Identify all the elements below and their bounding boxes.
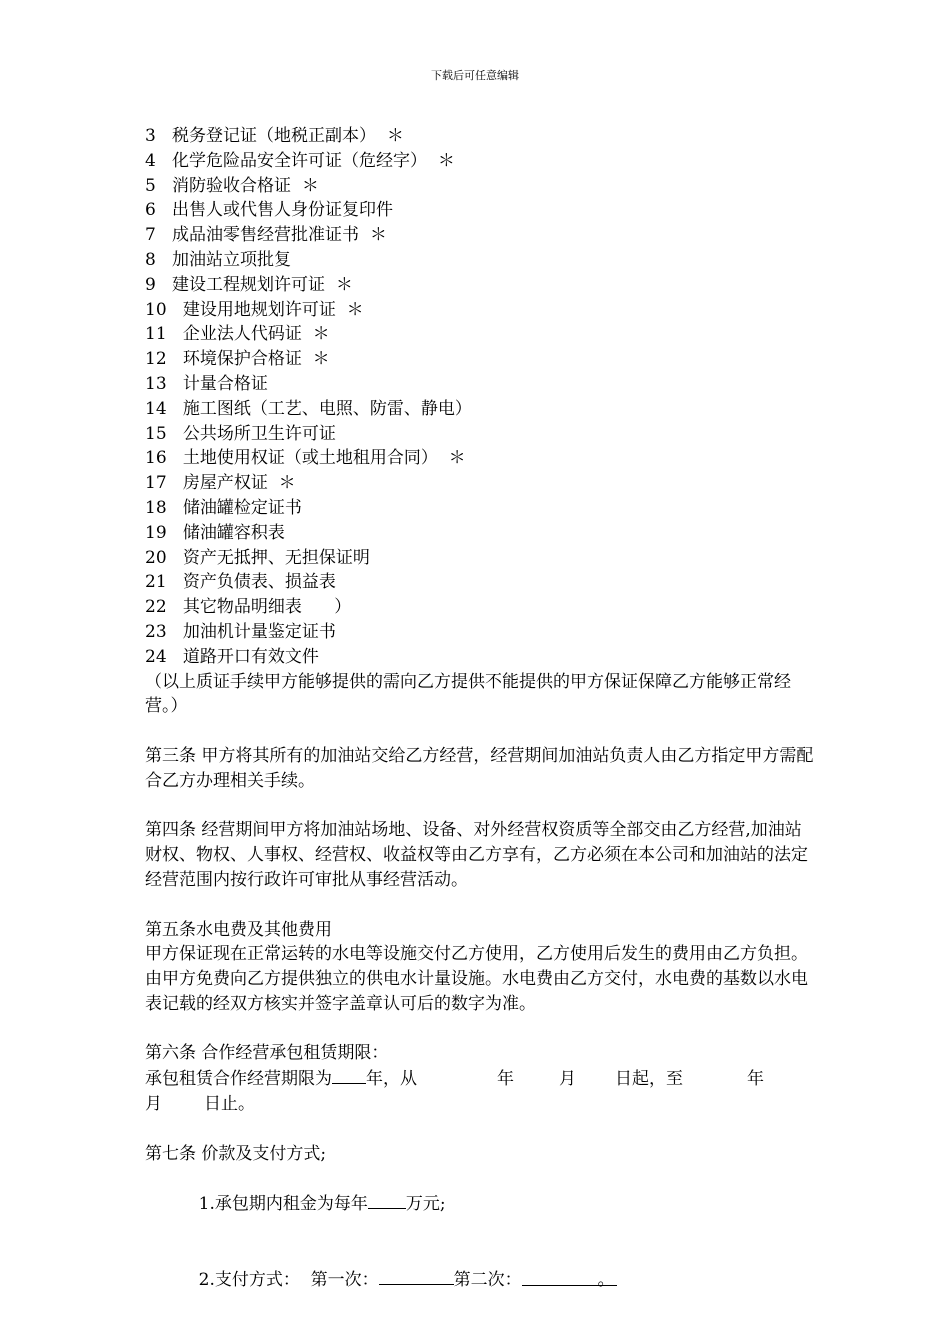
list-item: 24 道路开口有效文件	[145, 646, 319, 667]
list-item: 12 环境保护合格证 ＊	[145, 349, 330, 370]
list-item: 5 消防验收合格证 ＊	[145, 175, 319, 196]
article-7-title: 第七条 价款及支付方式;	[145, 1143, 327, 1164]
list-item: 22 其它物品明细表 ）	[145, 597, 352, 618]
list-item: 18 储油罐检定证书	[145, 497, 302, 518]
list-item: 16 土地使用权证（或土地租用合同） ＊	[145, 448, 466, 469]
term-prefix: 承包租赁合作经营期限为	[145, 1069, 332, 1090]
payment-end: 。	[597, 1269, 615, 1290]
start-year-label: 年	[497, 1069, 514, 1090]
list-item: 7 成品油零售经营批准证书 ＊	[145, 225, 387, 246]
start-day-label: 日起，至	[615, 1069, 683, 1090]
rent-suffix: 万元;	[405, 1194, 446, 1215]
rent-prefix: 1.承包期内租金为每年	[198, 1194, 368, 1215]
article-5-title: 第五条水电费及其他费用	[145, 919, 332, 940]
list-item: 23 加油机计量鉴定证书	[145, 621, 336, 642]
article-7-item-1	[145, 1166, 815, 1241]
list-item: 21 资产负债表、损益表	[145, 572, 336, 593]
list-item: 15 公共场所卫生许可证	[145, 423, 336, 444]
list-item: 19 储油罐容积表	[145, 522, 285, 543]
list-item: 4 化学危险品安全许可证（危经字） ＊	[145, 150, 455, 171]
article-5-body: 甲方保证现在正常运转的水电等设施交付乙方使用，乙方使用后发生的费用由乙方负担。由甲方免费向乙方提供独立的供电水计量设施。水电费由乙方交付，水电费的基数以水电表记载的经双方核实并签字盖章认可后的数字为准。	[145, 944, 808, 1014]
end-year-label: 年	[747, 1069, 764, 1090]
list-item: 20 资产无抵押、无担保证明	[145, 547, 370, 568]
list-item: 11 企业法人代码证 ＊	[145, 324, 330, 345]
certificate-list	[145, 124, 815, 670]
list-item: 8 加油站立项批复	[145, 249, 292, 270]
list-item: 3 税务登记证（地税正副本） ＊	[145, 126, 404, 146]
payment-prefix: 2.支付方式： 第一次：	[198, 1269, 379, 1290]
article-7-item-2	[145, 1242, 815, 1317]
list-item: 10 建设用地规划许可证 ＊	[145, 299, 364, 320]
start-month-label: 月	[559, 1069, 576, 1090]
article-6-title: 第六条 合作经营承包租赁期限：	[145, 1043, 389, 1064]
article-6-end-line	[145, 1092, 815, 1117]
list-item: 17 房屋产权证 ＊	[145, 473, 296, 494]
second-payment-blank[interactable]	[522, 1268, 617, 1290]
article-4: 第四条 经营期间甲方将加油站场地、设备、对外经营权资质等全部交由乙方经营,加油站财权、物权、人事权、经营权、收益权等由乙方享有，乙方必须在本公司和加油站的法定经营范围内按行政许可审批从事经营活动。	[145, 820, 808, 890]
end-month-label: 月	[145, 1094, 162, 1115]
article-3: 第三条 甲方将其所有的加油站交给乙方经营，经营期间加油站负责人由乙方指定甲方需配合乙方办理相关手续。	[145, 745, 814, 791]
document-body	[145, 124, 815, 1317]
list-item: 9 建设工程规划许可证 ＊	[145, 274, 353, 295]
list-item: 13 计量合格证	[145, 373, 268, 394]
article-6-term-line	[145, 1066, 815, 1092]
first-payment-blank[interactable]	[379, 1267, 454, 1285]
list-item: 14 施工图纸（工艺、电照、防雷、静电）	[145, 398, 472, 419]
page-header: 下载后可任意编辑	[431, 69, 519, 82]
list-item: 6 出售人或代售人身份证复印件	[145, 200, 394, 221]
term-year-unit: 年，从	[366, 1069, 417, 1090]
term-years-blank[interactable]	[332, 1066, 366, 1084]
note-paragraph: （以上质证手续甲方能够提供的需向乙方提供不能提供的甲方保证保障乙方能够正常经营。）	[145, 671, 791, 717]
end-day-label: 日止。	[204, 1094, 255, 1115]
rent-amount-blank[interactable]	[368, 1191, 406, 1209]
second-payment-label: 第二次：	[453, 1269, 522, 1290]
